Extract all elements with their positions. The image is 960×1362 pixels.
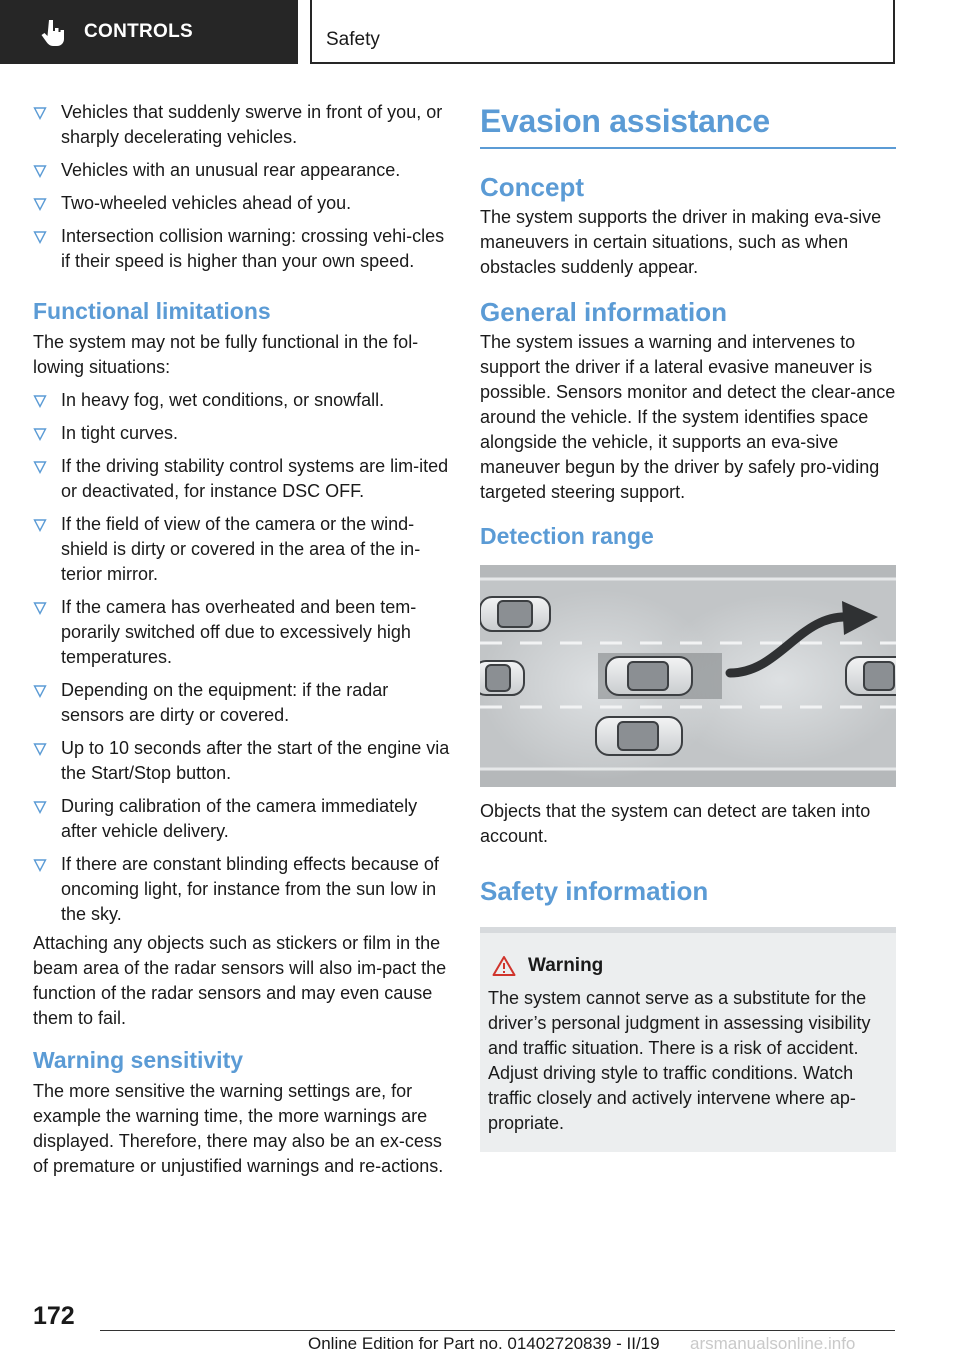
bullet-triangle-icon bbox=[33, 394, 47, 408]
detection-range-illustration bbox=[480, 565, 896, 787]
page-number: 172 bbox=[33, 1302, 75, 1330]
list-item bbox=[33, 678, 451, 728]
sensitivity-paragraph: The more sensitive the warning settings are, for example the warning time, the more warnings are displayed. Therefore, there may also be an ex-cess of premature or unjustified warnings and re-actions. bbox=[33, 1081, 444, 1176]
limitations-list bbox=[33, 388, 451, 927]
warning-label: Warning bbox=[528, 955, 604, 976]
list-item-text: During calibration of the camera immediately after vehicle delivery. bbox=[61, 796, 418, 841]
footer-rule bbox=[100, 1330, 895, 1331]
bullet-triangle-icon bbox=[33, 601, 47, 615]
detected-objects-list bbox=[33, 100, 451, 274]
section-title-block bbox=[480, 100, 896, 149]
bullet-triangle-icon bbox=[33, 518, 47, 532]
section-tab bbox=[0, 0, 298, 64]
list-item-text: In heavy fog, wet conditions, or snowfall. bbox=[61, 390, 385, 410]
list-item-text: Depending on the equipment: if the radar sensors are dirty or covered. bbox=[61, 680, 389, 725]
list-item-text: Intersection collision warning: crossing vehi-cles if their speed is higher than your own speed. bbox=[61, 226, 445, 271]
bullet-triangle-icon bbox=[33, 106, 47, 120]
safety-information-heading: Safety information bbox=[480, 876, 709, 906]
list-item bbox=[33, 454, 451, 504]
list-item bbox=[33, 158, 451, 183]
bullet-triangle-icon bbox=[33, 742, 47, 756]
list-item-text: If the field of view of the camera or the wind-shield is dirty or covered in the area of the in-terior mirror. bbox=[61, 514, 421, 584]
list-item bbox=[33, 191, 451, 216]
detection-range-heading: Detection range bbox=[480, 523, 654, 549]
list-item-text: If the driving stability control systems are lim-ited or deactivated, for instance DSC OFF. bbox=[61, 456, 449, 501]
section-label: CONTROLS bbox=[84, 21, 194, 42]
list-item bbox=[33, 794, 451, 844]
page-title: Safety bbox=[326, 29, 380, 50]
warning-text: The system cannot serve as a substitute for the driver’s personal judgment in assessing visibility and traffic situation. There is a risk of accident. Adjust driving style to traffic conditions. Watch traffic closely and actively intervene where ap-propriate. bbox=[488, 988, 871, 1133]
section-title: Evasion assistance bbox=[480, 103, 770, 139]
footer-edition: Online Edition for Part no. 01402720839 - II/19 bbox=[308, 1334, 660, 1353]
right-column bbox=[480, 100, 896, 1152]
list-item bbox=[33, 421, 451, 446]
footer-watermark: arsmanualsonline.info bbox=[690, 1334, 856, 1353]
list-item bbox=[33, 595, 451, 670]
road-diagram bbox=[480, 565, 896, 787]
list-item bbox=[33, 388, 451, 413]
list-item bbox=[33, 736, 451, 786]
warning-sensitivity-heading: Warning sensitivity bbox=[33, 1047, 244, 1073]
list-item bbox=[33, 512, 451, 587]
functional-limitations-heading: Functional limitations bbox=[33, 298, 271, 324]
list-item bbox=[33, 852, 451, 927]
list-item bbox=[33, 100, 451, 150]
figure-caption: Objects that the system can detect are taken into account. bbox=[480, 801, 871, 846]
general-paragraph: The system issues a warning and intervenes to support the driver if a lateral evasive maneuver is possible. Sensors monitor and detect the clear-ance around the vehicle. If the system identifies space alongside the vehicle, it supports an eva-sive maneuver begun by the driver by safely pro-viding targeted steering support. bbox=[480, 332, 896, 502]
bullet-triangle-icon bbox=[33, 164, 47, 178]
hand-pointer-icon bbox=[40, 18, 68, 46]
header-underline bbox=[310, 62, 895, 64]
bullet-triangle-icon bbox=[33, 858, 47, 872]
bullet-triangle-icon bbox=[33, 197, 47, 211]
concept-paragraph: The system supports the driver in making eva-sive maneuvers in certain situations, such as when obstacles suddenly appear. bbox=[480, 207, 882, 277]
list-item-text: Vehicles that suddenly swerve in front of you, or sharply decelerating vehicles. bbox=[61, 102, 443, 147]
list-item bbox=[33, 224, 451, 274]
concept-heading: Concept bbox=[480, 172, 584, 202]
attaching-paragraph: Attaching any objects such as stickers or film in the beam area of the radar sensors will also im-pact the function of the radar sensors and may even cause them to fail. bbox=[33, 933, 447, 1028]
list-item-text: If the camera has overheated and been tem-porarily switched off due to excessively high temperatures. bbox=[61, 597, 417, 667]
functional-intro: The system may not be fully functional in the fol-lowing situations: bbox=[33, 332, 419, 377]
warning-header bbox=[488, 953, 888, 978]
list-item-text: Two-wheeled vehicles ahead of you. bbox=[61, 193, 352, 213]
general-information-heading: General information bbox=[480, 297, 728, 327]
warning-triangle-icon bbox=[492, 955, 516, 977]
list-item-text: In tight curves. bbox=[61, 423, 179, 443]
left-column bbox=[33, 100, 451, 1179]
bullet-triangle-icon bbox=[33, 684, 47, 698]
bullet-triangle-icon bbox=[33, 230, 47, 244]
list-item-text: If there are constant blinding effects because of oncoming light, for instance from the sun low in the sky. bbox=[61, 854, 439, 924]
header-divider bbox=[310, 0, 312, 64]
bullet-triangle-icon bbox=[33, 800, 47, 814]
bullet-triangle-icon bbox=[33, 460, 47, 474]
list-item-text: Vehicles with an unusual rear appearance. bbox=[61, 160, 401, 180]
warning-box bbox=[480, 927, 896, 1152]
list-item-text: Up to 10 seconds after the start of the engine via the Start/Stop button. bbox=[61, 738, 450, 783]
header-divider bbox=[893, 0, 895, 64]
bullet-triangle-icon bbox=[33, 427, 47, 441]
